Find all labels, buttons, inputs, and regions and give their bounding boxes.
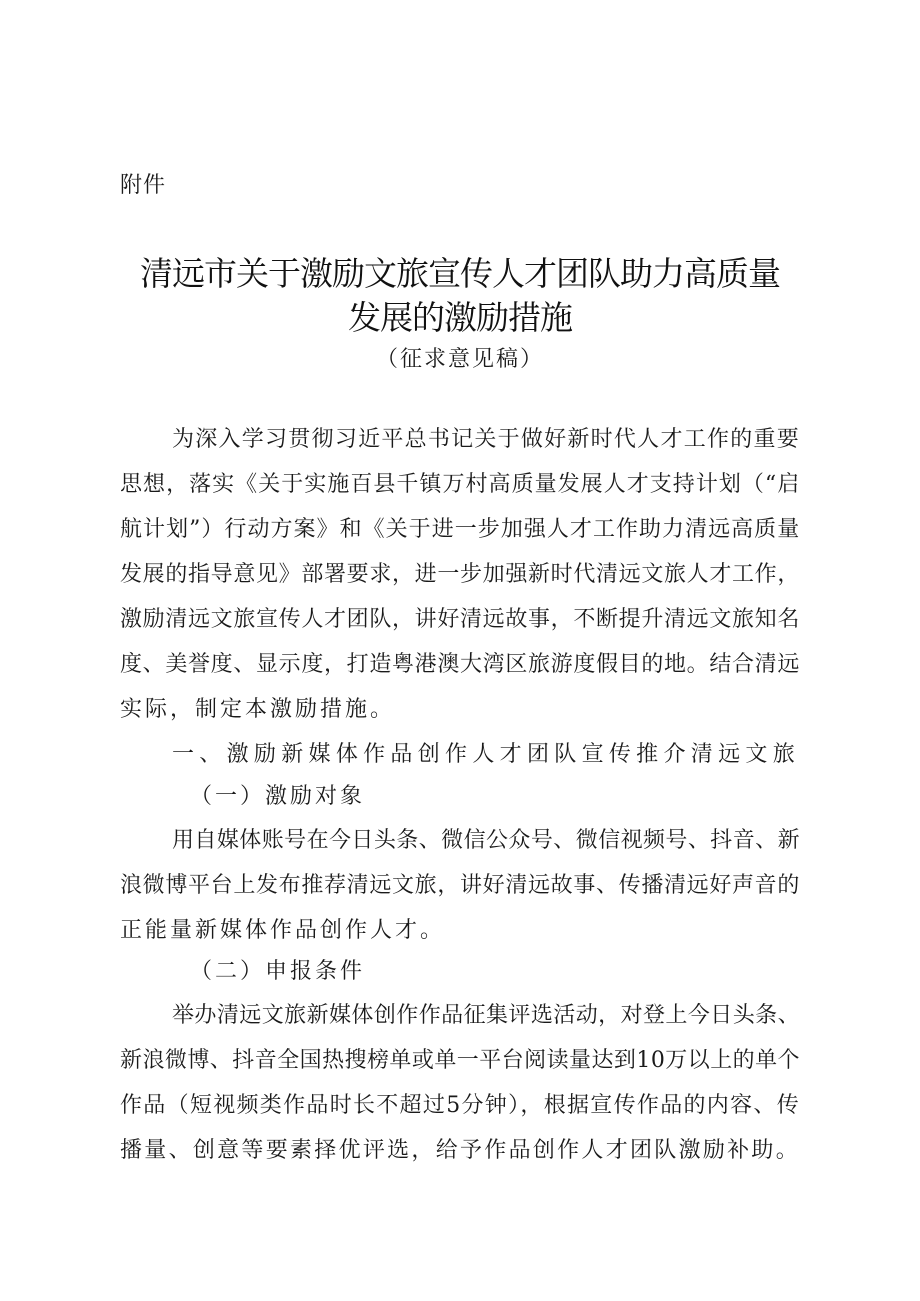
section-heading: 一、激励新媒体作品创作人才团队宣传推介清远文旅 bbox=[172, 742, 801, 767]
subsection-body-line: 正能量新媒体作品创作人才。 bbox=[120, 918, 446, 943]
subsection-body-line: 播量、创意等要素择优评选，给予作品创作人才团队激励补助。 bbox=[120, 1138, 801, 1163]
subsection-body-line: 用自媒体账号在今日头条、微信公众号、微信视频号、抖音、新 bbox=[172, 828, 801, 853]
preamble-line: 激励清远文旅宣传人才团队，讲好清远故事，不断提升清远文旅知名 bbox=[120, 607, 801, 632]
document-subtitle: （征求意见稿） bbox=[375, 347, 544, 372]
preamble-line: 航计划”）行动方案》和《关于进一步加强人才工作助力清远高质量 bbox=[120, 517, 801, 542]
document-title-line-2: 发展的激励措施 bbox=[348, 298, 572, 337]
subsection-body-line: 作品（短视频类作品时长不超过5分钟），根据宣传作品的内容、传 bbox=[120, 1093, 800, 1118]
subsection-body-line: 举办清远文旅新媒体创作作品征集评选活动，对登上今日头条、 bbox=[172, 1003, 801, 1028]
subsection-heading: （一）激励对象 bbox=[190, 784, 366, 809]
subsection-heading: （二）申报条件 bbox=[190, 959, 366, 984]
preamble-line: 发展的指导意见》部署要求，进一步加强新时代清远文旅人才工作， bbox=[120, 562, 801, 587]
subsection-body-line: 浪微博平台上发布推荐清远文旅，讲好清远故事、传播清远好声音的 bbox=[120, 873, 801, 898]
preamble-line: 实际，制定本激励措施。 bbox=[120, 697, 396, 722]
preamble-line: 为深入学习贯彻习近平总书记关于做好新时代人才工作的重要 bbox=[172, 427, 801, 452]
document-title-line-1: 清远市关于激励文旅宣传人才团队助力高质量 bbox=[140, 254, 780, 293]
subsection-body-line: 新浪微博、抖音全国热搜榜单或单一平台阅读量达到10万以上的单个 bbox=[120, 1048, 800, 1073]
preamble-line: 度、美誉度、显示度，打造粤港澳大湾区旅游度假目的地。结合清远 bbox=[120, 652, 801, 677]
preamble-line: 思想，落实《关于实施百县千镇万村高质量发展人才支持计划（“启 bbox=[120, 472, 801, 497]
attachment-label: 附件 bbox=[120, 173, 167, 198]
